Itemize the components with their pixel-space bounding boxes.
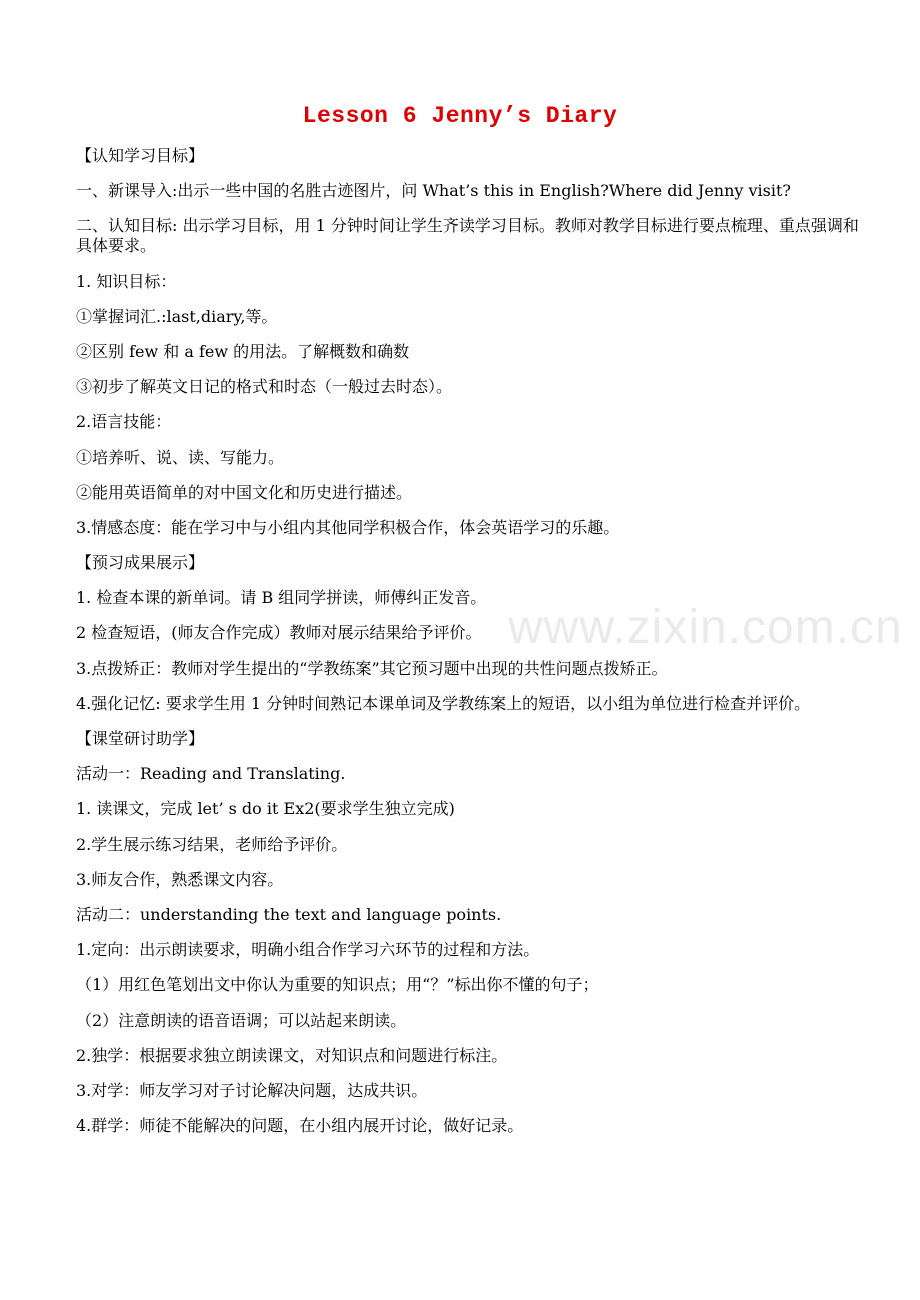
list-item: ②区别 few 和 a few 的用法。了解概数和确数	[76, 341, 410, 361]
list-item: ①掌握词汇.:last,diary,等。	[76, 306, 278, 326]
paragraph-lead-in: 一、新课导入:出示一些中国的名胜古迹图片，问 What’s this in English?Where did Jenny visit?	[76, 181, 792, 201]
list-item: 3.师友合作，熟悉课文内容。	[76, 869, 284, 889]
activity-heading-one: 活动一：Reading and Translating.	[76, 764, 346, 784]
list-item: （2）注意朗读的语音语调；可以站起来朗读。	[76, 1010, 407, 1030]
lesson-title: Lesson 6 Jenny’s Diary	[302, 103, 618, 129]
list-item: 1.定向：出示朗读要求，明确小组合作学习六环节的过程和方法。	[76, 940, 540, 960]
watermark: www.zixin.com.cn	[508, 601, 903, 654]
paragraph-cognitive-goals: 二、认知目标: 出示学习目标，用 1 分钟时间让学生齐读学习目标。教师对教学目标进行要点梳理、重点强调和具体要求。	[76, 216, 859, 256]
list-item: ③初步了解英文日记的格式和时态（一般过去时态）。	[76, 377, 453, 397]
list-item: 2.独学：根据要求独立朗读课文，对知识点和问题进行标注。	[76, 1045, 508, 1065]
section-heading-preview: 【预习成果展示】	[76, 553, 205, 573]
list-item: 3.点拨矫正：教师对学生提出的“学教练案”其它预习题中出现的共性问题点拨矫正。	[76, 658, 668, 678]
list-heading-skills: 2.语言技能：	[76, 412, 172, 432]
list-heading-knowledge: 1. 知识目标：	[76, 271, 177, 291]
list-item: 4.群学：师徒不能解决的问题，在小组内展开讨论，做好记录。	[76, 1116, 524, 1136]
list-item: 2.学生展示练习结果，老师给予评价。	[76, 834, 348, 854]
list-item: 2 检查短语，(师友合作完成）教师对展示结果给予评价。	[76, 623, 482, 643]
section-heading-cognitive-goals: 【认知学习目标】	[76, 146, 205, 165]
section-heading-classroom: 【课堂研讨助学】	[76, 729, 205, 748]
list-item: ①培养听、说、读、写能力。	[76, 447, 285, 467]
list-item: 4.强化记忆: 要求学生用 1 分钟时间熟记本课单词及学教练案上的短语，以小组为单位进行检查并评价。	[76, 693, 811, 713]
list-item: （1）用红色笔划出文中你认为重要的知识点；用“？”标出你不懂的句子；	[76, 975, 599, 995]
paragraph-attitude: 3.情感态度：能在学习中与小组内其他同学积极合作，体会英语学习的乐趣。	[76, 517, 620, 537]
list-item: 3.对学：师友学习对子讨论解决问题，达成共识。	[76, 1080, 428, 1100]
list-item: ②能用英语简单的对中国文化和历史进行描述。	[76, 482, 413, 502]
list-item: 1. 读课文，完成 let’ s do it Ex2(要求学生独立完成)	[76, 799, 455, 819]
list-item: 1. 检查本课的新单词。请 B 组同学拼读，师傅纠正发音。	[76, 588, 487, 608]
activity-heading-two: 活动二：understanding the text and language points.	[76, 904, 502, 924]
